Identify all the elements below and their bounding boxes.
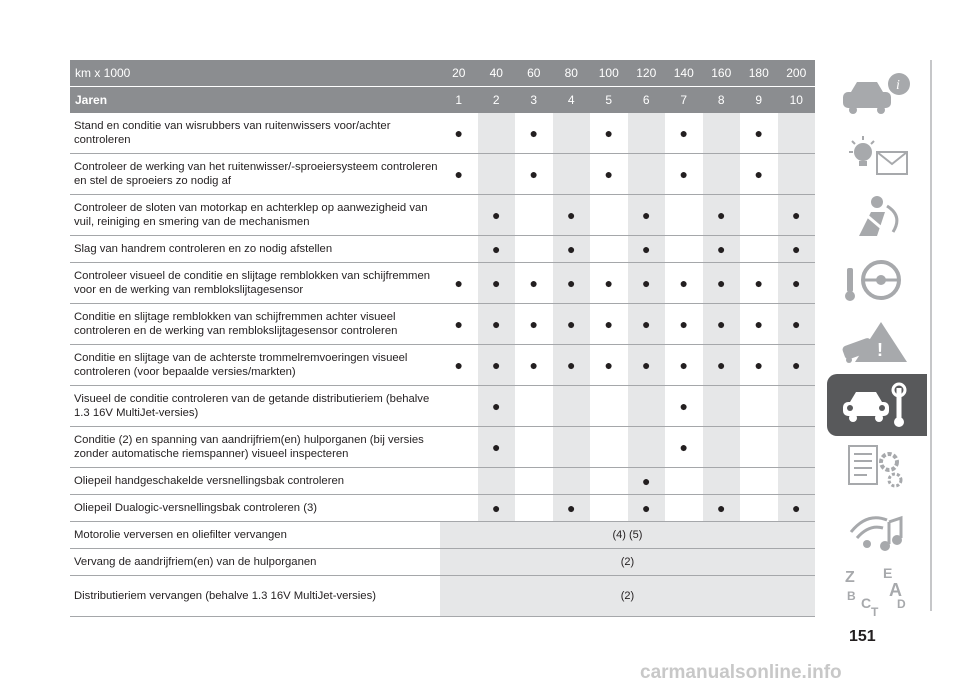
km-cell-7: 140: [673, 66, 694, 80]
svg-text:B: B: [847, 589, 856, 603]
year-cell-9: 9: [755, 93, 763, 107]
svg-text:E: E: [883, 565, 893, 581]
svg-text:Z: Z: [845, 569, 855, 586]
empty-cell: [740, 236, 778, 262]
km-cell-8: 160: [711, 66, 732, 80]
check-dot: ●: [529, 166, 538, 182]
svg-text:T: T: [871, 605, 879, 618]
svg-text:A: A: [889, 580, 902, 600]
svg-text:C: C: [861, 595, 872, 611]
tab-technical-data[interactable]: [827, 436, 927, 498]
check-dot: ●: [529, 316, 538, 332]
table-row: [70, 263, 815, 304]
check-dot: ●: [454, 166, 463, 182]
check-dot: ●: [679, 275, 688, 291]
check-dot: ●: [604, 316, 613, 332]
svg-text:!: !: [877, 340, 883, 360]
multimedia-icon: [837, 502, 917, 556]
check-dot: ●: [754, 357, 763, 373]
check-dot: ●: [679, 166, 688, 182]
tab-starting-driving[interactable]: [827, 250, 927, 312]
row-description: Controleer de sloten van motorkap en achterklep op aanwezigheid van vuil, reiniging en smering van de mechanismen: [74, 202, 428, 228]
empty-cell: [553, 427, 591, 467]
empty-cell: [590, 195, 628, 235]
years-header-row: [70, 86, 815, 113]
svg-text:D: D: [897, 597, 906, 611]
airbag-safety-icon: [837, 192, 917, 246]
check-dot: ●: [679, 125, 688, 141]
row-description: Stand en conditie van wisrubbers van ruitenwissers voor/achter controleren: [74, 120, 391, 146]
technical-data-icon: [837, 440, 917, 494]
empty-cell: [628, 386, 666, 426]
check-dot: ●: [628, 304, 666, 344]
empty-cell: [440, 195, 478, 235]
check-dot: ●: [628, 263, 666, 303]
table-row: [70, 304, 815, 345]
check-dot: ●: [679, 357, 688, 373]
check-dot: ●: [703, 263, 741, 303]
empty-cell: [440, 468, 478, 494]
check-dot: ●: [553, 236, 591, 262]
check-dot: ●: [703, 236, 741, 262]
check-dot: ●: [478, 304, 516, 344]
empty-cell: [740, 195, 778, 235]
check-dot: ●: [679, 398, 688, 414]
empty-cell: [515, 386, 553, 426]
check-dot: ●: [703, 304, 741, 344]
tab-emergency[interactable]: [827, 312, 927, 374]
check-dot: ●: [478, 495, 516, 521]
empty-cell: [440, 386, 478, 426]
row-description: Controleer visueel de conditie en slijtage remblokken van schijfremmen voor en de werking van remblokslijtagesensor: [74, 270, 431, 296]
empty-cell: [440, 495, 478, 521]
check-dot: ●: [553, 195, 591, 235]
year-cell-6: 6: [642, 93, 650, 107]
table-row: [70, 154, 815, 195]
empty-cell: [778, 386, 816, 426]
year-cell-3: 3: [530, 93, 538, 107]
table-row: [70, 576, 815, 617]
empty-cell: [553, 468, 591, 494]
interval-note: (4) (5): [440, 522, 815, 548]
km-cell-1: 20: [452, 66, 466, 80]
year-cell-4: 4: [567, 93, 575, 107]
table-row: [70, 468, 815, 495]
interval-note: (2): [440, 576, 815, 616]
empty-cell: [590, 468, 628, 494]
empty-cell: [590, 386, 628, 426]
emergency-icon: [837, 316, 917, 370]
empty-cell: [553, 113, 591, 153]
table-row: [70, 345, 815, 386]
year-cell-2: 2: [492, 93, 500, 107]
check-dot: ●: [478, 345, 516, 385]
year-cell-5: 5: [605, 93, 613, 107]
check-dot: ●: [604, 125, 613, 141]
check-dot: ●: [478, 195, 516, 235]
check-dot: ●: [478, 236, 516, 262]
check-dot: ●: [778, 345, 816, 385]
year-cell-1: 1: [455, 93, 463, 107]
km-cell-3: 60: [527, 66, 541, 80]
row-description: Vervang de aandrijfriem(en) van de hulporganen: [74, 556, 317, 568]
empty-cell: [478, 113, 516, 153]
check-dot: ●: [628, 345, 666, 385]
car-service-icon: [837, 380, 917, 430]
warning-lights-icon: [837, 132, 917, 182]
check-dot: ●: [454, 125, 463, 141]
empty-cell: [515, 195, 553, 235]
row-description: Controleer de werking van het ruitenwisser/-sproeiersysteem controleren en stel de sproeiers zo nodig af: [74, 161, 438, 187]
row-description: Slag van handrem controleren en zo nodig afstellen: [74, 243, 333, 255]
table-row: [70, 195, 815, 236]
check-dot: ●: [778, 195, 816, 235]
check-dot: ●: [778, 236, 816, 262]
empty-cell: [590, 236, 628, 262]
empty-cell: [628, 154, 666, 194]
check-dot: ●: [628, 195, 666, 235]
empty-cell: [665, 236, 703, 262]
table-row: [70, 549, 815, 576]
empty-cell: [778, 113, 816, 153]
tab-safety[interactable]: [827, 188, 927, 250]
empty-cell: [703, 427, 741, 467]
year-cell-8: 8: [717, 93, 725, 107]
empty-cell: [515, 495, 553, 521]
tab-car-info[interactable]: [827, 64, 927, 126]
empty-cell: [703, 154, 741, 194]
check-dot: ●: [553, 495, 591, 521]
check-dot: ●: [529, 125, 538, 141]
empty-cell: [740, 468, 778, 494]
km-label: km x 1000: [75, 66, 131, 80]
empty-cell: [665, 195, 703, 235]
row-description: Conditie (2) en spanning van aandrijfriem(en) hulporganen (bij versies zonder automatische riemspanner) visueel inspecteren: [74, 434, 424, 460]
car-info-icon: [837, 70, 917, 120]
km-header-row: [70, 60, 815, 86]
empty-cell: [665, 468, 703, 494]
check-dot: ●: [778, 304, 816, 344]
years-label: Jaren: [75, 93, 108, 107]
check-dot: ●: [478, 386, 516, 426]
check-dot: ●: [628, 236, 666, 262]
year-cell-10: 10: [789, 93, 803, 107]
km-cell-4: 80: [564, 66, 578, 80]
row-description: Oliepeil handgeschakelde versnellingsbak controleren: [74, 475, 345, 487]
check-dot: ●: [778, 495, 816, 521]
check-dot: ●: [529, 275, 538, 291]
empty-cell: [703, 113, 741, 153]
empty-cell: [628, 427, 666, 467]
check-dot: ●: [628, 468, 666, 494]
empty-cell: [553, 154, 591, 194]
check-dot: ●: [703, 195, 741, 235]
check-dot: ●: [553, 345, 591, 385]
empty-cell: [515, 468, 553, 494]
km-cell-5: 100: [598, 66, 619, 80]
tab-maintenance[interactable]: [827, 374, 927, 436]
check-dot: ●: [478, 427, 516, 467]
row-description: Motorolie verversen en oliefilter vervangen: [74, 529, 287, 541]
check-dot: ●: [454, 275, 463, 291]
empty-cell: [553, 386, 591, 426]
table-row: [70, 386, 815, 427]
check-dot: ●: [703, 345, 741, 385]
row-description: Visueel de conditie controleren van de getande distributieriem (behalve 1.3 16V MultiJet-versies): [74, 393, 430, 419]
tab-warning-lights[interactable]: [827, 126, 927, 188]
index-icon: [837, 564, 917, 618]
check-dot: ●: [754, 166, 763, 182]
check-dot: ●: [553, 304, 591, 344]
check-dot: ●: [454, 357, 463, 373]
km-cell-2: 40: [489, 66, 503, 80]
tab-index[interactable]: [827, 560, 927, 622]
check-dot: ●: [679, 316, 688, 332]
watermark: carmanualsonline.info: [640, 662, 842, 683]
km-cell-9: 180: [748, 66, 769, 80]
table-row: [70, 522, 815, 549]
empty-cell: [703, 386, 741, 426]
empty-cell: [440, 427, 478, 467]
empty-cell: [740, 386, 778, 426]
empty-cell: [740, 495, 778, 521]
empty-cell: [440, 236, 478, 262]
chapter-sidebar: [827, 60, 932, 618]
check-dot: ●: [478, 263, 516, 303]
table-row: [70, 236, 815, 263]
row-description: Distributieriem vervangen (behalve 1.3 16V MultiJet-versies): [74, 590, 377, 602]
table-row: [70, 427, 815, 468]
row-description: Oliepeil Dualogic-versnellingsbak controleren (3): [74, 502, 317, 514]
table-row: [70, 113, 815, 154]
check-dot: ●: [604, 275, 613, 291]
check-dot: ●: [454, 316, 463, 332]
empty-cell: [590, 495, 628, 521]
empty-cell: [515, 236, 553, 262]
check-dot: ●: [529, 357, 538, 373]
key-steering-icon: [837, 254, 917, 308]
empty-cell: [478, 154, 516, 194]
check-dot: ●: [754, 125, 763, 141]
check-dot: ●: [754, 275, 763, 291]
svg-text:i: i: [896, 78, 900, 93]
check-dot: ●: [553, 263, 591, 303]
check-dot: ●: [604, 357, 613, 373]
empty-cell: [590, 427, 628, 467]
empty-cell: [515, 427, 553, 467]
km-cell-6: 120: [636, 66, 657, 80]
check-dot: ●: [703, 495, 741, 521]
empty-cell: [628, 113, 666, 153]
empty-cell: [665, 495, 703, 521]
check-dot: ●: [679, 439, 688, 455]
check-dot: ●: [604, 166, 613, 182]
table-row: [70, 495, 815, 522]
empty-cell: [740, 427, 778, 467]
interval-note: (2): [440, 549, 815, 575]
km-cell-10: 200: [786, 66, 807, 80]
empty-cell: [778, 154, 816, 194]
check-dot: ●: [754, 316, 763, 332]
empty-cell: [778, 468, 816, 494]
check-dot: ●: [778, 263, 816, 303]
row-description: Conditie en slijtage van de achterste trommelremvoeringen visueel controleren (voor bepaalde versies/markten): [74, 352, 408, 378]
maintenance-table: [70, 60, 815, 617]
tab-multimedia[interactable]: [827, 498, 927, 560]
empty-cell: [703, 468, 741, 494]
empty-cell: [478, 468, 516, 494]
year-cell-7: 7: [680, 93, 688, 107]
page-number: 151: [849, 628, 876, 645]
empty-cell: [778, 427, 816, 467]
row-description: Conditie en slijtage remblokken van schijfremmen achter visueel controleren en de werking van remblokslijtagesensor controleren: [74, 311, 398, 337]
check-dot: ●: [628, 495, 666, 521]
